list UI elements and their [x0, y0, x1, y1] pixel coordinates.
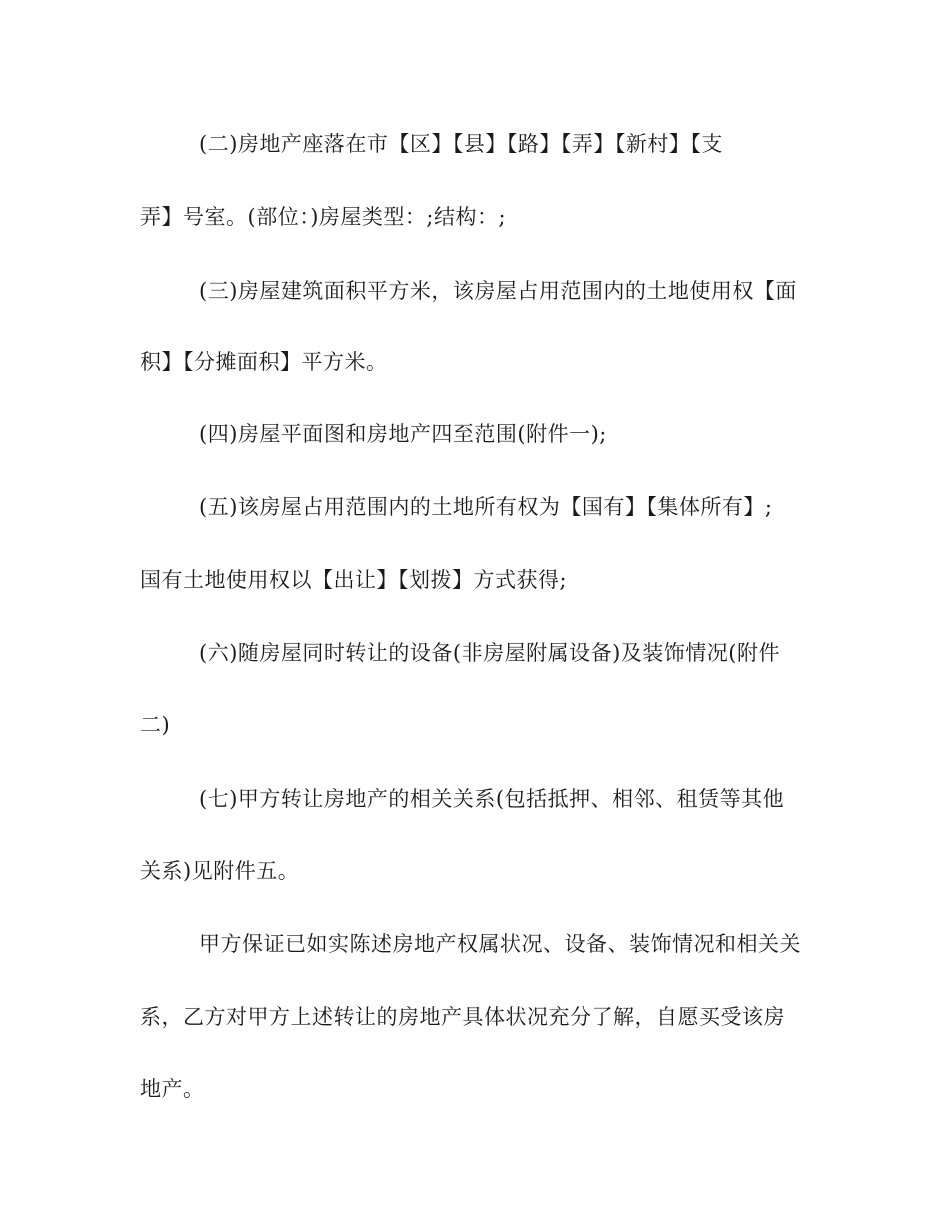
paragraph-4-line-1: (四)房屋平面图和房地产四至范围(附件一);	[199, 422, 607, 446]
paragraph-3-line-1: (三)房屋建筑面积平方米，该房屋占用范围内的土地使用权【面	[199, 279, 797, 303]
paragraph-2-line-1: (二)房地产座落在市【区】【县】【路】【弄】【新村】【支	[199, 132, 723, 156]
paragraph-3-line-2: 积】【分摊面积】平方米。	[140, 350, 388, 374]
paragraph-6-line-2: 二)	[140, 713, 171, 737]
paragraph-7-line-2: 关系)见附件五。	[140, 859, 300, 883]
paragraph-8-line-1: 甲方保证已如实陈述房地产权属状况、设备、装饰情况和相关关	[199, 932, 801, 956]
paragraph-5-line-1: (五)该房屋占用范围内的土地所有权为【国有】【集体所有】;	[199, 495, 773, 519]
paragraph-7-line-1: (七)甲方转让房地产的相关关系(包括抵押、相邻、租赁等其他	[199, 787, 785, 811]
paragraph-2-line-2: 弄】号室。(部位：)房屋类型：;结构：;	[140, 205, 507, 229]
paragraph-6-line-1: (六)随房屋同时转让的设备(非房屋附属设备)及装饰情况(附件	[199, 641, 780, 665]
paragraph-8-line-3: 地产。	[140, 1077, 205, 1101]
paragraph-5-line-2: 国有土地使用权以【出让】【划拨】方式获得;	[140, 568, 568, 592]
paragraph-8-line-2: 系，乙方对甲方上述转让的房地产具体状况充分了解，自愿买受该房	[140, 1005, 785, 1029]
